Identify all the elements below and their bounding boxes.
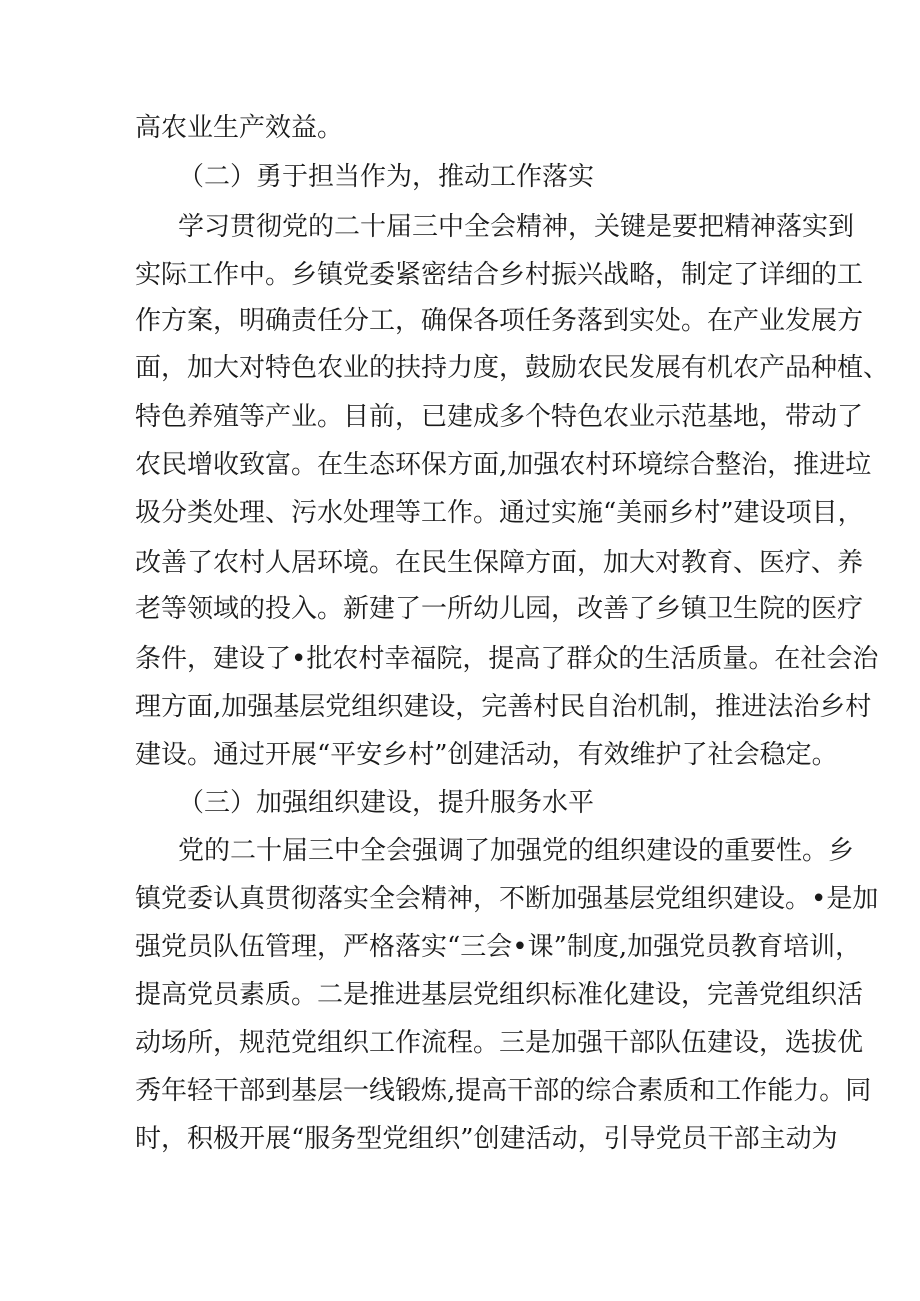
paragraph-line: 秀年轻干部到基层一线锻炼,提高干部的综合素质和工作能力。同 xyxy=(135,1076,872,1106)
paragraph-line: 提高党员素质。二是推进基层党组织标准化建设，完善党组织活 xyxy=(135,980,864,1010)
paragraph-line: 强党员队伍管理，严格落实“三会•课”制度,加强党员教育培训， xyxy=(135,932,862,962)
paragraph-line: 动场所，规范党组织工作流程。三是加强干部队伍建设，选拔优 xyxy=(135,1028,864,1058)
paragraph-line: 镇党委认真贯彻落实全会精神，不断加强基层党组织建设。•是加 xyxy=(135,884,879,914)
paragraph-line: 特色养殖等产业。目前，已建成多个特色农业示范基地，带动了 xyxy=(135,402,864,432)
paragraph-line: 学习贯彻党的二十届三中全会精神，关键是要把精神落实到 xyxy=(178,212,855,242)
paragraph-line: 农民增收致富。在生态环保方面,加强农村环境综合整治，推进垃 xyxy=(135,450,872,480)
paragraph-line: 理方面,加强基层党组织建设，完善村民自治机制，推进法治乡村 xyxy=(135,692,872,722)
paragraph-line: 党的二十届三中全会强调了加强党的组织建设的重要性。乡 xyxy=(178,836,855,866)
paragraph-line: 实际工作中。乡镇党委紧密结合乡村振兴战略，制定了详细的工 xyxy=(135,260,864,290)
paragraph-line: 改善了农村人居环境。在民生保障方面，加大对教育、医疗、养 xyxy=(135,548,864,578)
paragraph-line: 条件，建设了•批农村幸福院，提高了群众的生活质量。在社会治 xyxy=(135,644,879,674)
paragraph-line: 建设。通过开展“平安乡村”创建活动，有效维护了社会稳定。 xyxy=(135,740,838,770)
paragraph-line: 时，积极开展“服务型党组织”创建活动，引导党员干部主动为 xyxy=(135,1124,838,1154)
paragraph-line: 作方案，明确责任分工，确保各项任务落到实处。在产业发展方 xyxy=(135,306,864,336)
paragraph-line: 面，加大对特色农业的扶持力度，鼓励农民发展有机农产品种植、 xyxy=(135,353,890,383)
paragraph-line: 圾分类处理、污水处理等工作。通过实施“美丽乡村”建设项目， xyxy=(135,498,864,528)
section-heading: （二）勇于担当作为，推动工作落实 xyxy=(178,162,595,192)
paragraph-line: 高农业生产效益。 xyxy=(135,113,344,143)
section-heading: （三）加强组织建设，提升服务水平 xyxy=(178,788,595,818)
paragraph-line: 老等领域的投入。新建了一所幼儿园，改善了乡镇卫生院的医疗 xyxy=(135,594,864,624)
